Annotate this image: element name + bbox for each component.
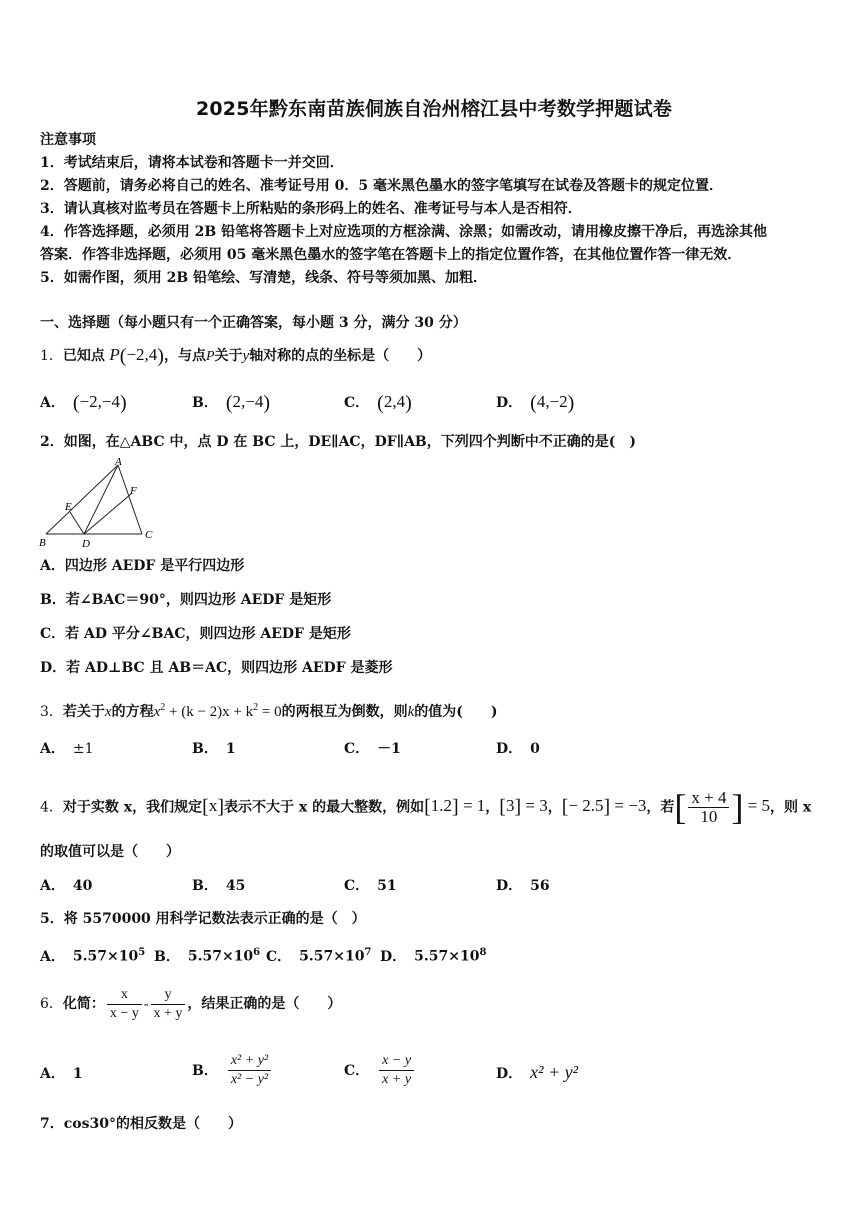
question-5: 5．将 5570000 用科学记数法表示正确的是（ ） [40, 911, 366, 927]
option-b: B．若∠BAC＝90°，则四边形 AEDF 是矩形 [40, 592, 332, 608]
math-var: P [109, 345, 120, 364]
option-d: D．若 AD⊥BC 且 AB＝AC，则四边形 AEDF 是菱形 [40, 660, 393, 676]
notice-heading: 注意事项 [40, 132, 96, 148]
option-a: A． ±1 [40, 741, 94, 757]
option-b: B． 1 [192, 741, 236, 757]
option-b: B． 45 [192, 878, 246, 894]
math-var: y [242, 348, 250, 364]
label-d: D [82, 538, 90, 550]
option-d: D． $5.57\times 10^8$ [380, 947, 487, 965]
question-6: 6．化简： $\frac{x}{x - y}$ - $\frac{y}{x + y}$ ，结果正确的是（ ） [40, 987, 342, 1022]
math-var: P [205, 349, 215, 364]
page-title: 2025年黔东南苗族侗族自治州榕江县中考数学押题试卷 [195, 98, 673, 120]
label-f: F [130, 485, 137, 497]
question-text: 已知点 [62, 348, 105, 364]
question-text: 关于 [214, 348, 243, 364]
option-d: D． x² + y² [496, 1062, 579, 1082]
notice-item: 4．作答选择题，必须用 2B 铅笔将答题卡上对应选项的方框涂满、涂黑；如需改动，请用橡皮擦干净后，再选涂其他 [40, 224, 768, 240]
question-4-cont: 的取值可以是（ ） [40, 844, 180, 860]
option-d: D． 56 [496, 878, 550, 894]
question-2: 2．如图，在△ABC 中，点 D 在 BC 上，DE∥AC，DF∥AB，下列四个判断中不正确的是( ) [40, 434, 637, 450]
question-text: ，与点 [163, 348, 206, 364]
option-c: C． $5.57\times 10^7$ [266, 947, 372, 965]
notice-item: 5．如需作图，须用 2B 铅笔绘、写清楚，线条、符号等须加黑、加粗． [40, 270, 488, 286]
label-a: A [115, 456, 122, 468]
option-c: C． －1 [344, 741, 401, 757]
label-c: C [145, 529, 153, 541]
notice-item: 答案．作答非选择题，必须用 05 毫米黑色墨水的签字笔在答题卡上的指定位置作答，在其他位置作答一律无效． [40, 247, 742, 263]
label-b: B [39, 537, 46, 549]
question-7: 7．cos30°的相反数是（ ） [40, 1116, 242, 1132]
notice-item: 3．请认真核对监考员在答题卡上所粘贴的条形码上的姓名、准考证号与本人是否相符． [40, 201, 582, 217]
option-c: C． 51 [344, 878, 397, 894]
option-a: A． (−2,−4) [40, 392, 127, 415]
math-coords: −2,4 [126, 345, 158, 364]
notice-item: 1．考试结束后，请将本试卷和答题卡一并交回． [40, 155, 344, 171]
section-heading: 一、选择题（每小题只有一个正确答案，每小题 3 分，满分 30 分） [40, 315, 467, 331]
question-3: 3．若关于x的方程$x^2 + (k - 2)x + k^2 = 0$的两根互为倒数，则k的值为( ) [40, 702, 498, 720]
question-1: 1．已知点 P(−2,4)，与点P关于y轴对称的点的坐标是（ ） [40, 345, 432, 368]
question-text: 轴对称的点的坐标是（ ） [249, 348, 432, 364]
option-a: A． 40 [40, 878, 93, 894]
option-a: A． 1 [40, 1066, 83, 1082]
option-c: C． $\frac{x - y}{x + y}$ [344, 1052, 416, 1089]
label-e: E [65, 501, 72, 513]
option-b: B． $\frac{\text{x² + y²}}{\text{x² − y²}}$ [192, 1052, 273, 1089]
option-a: A．四边形 AEDF 是平行四边形 [40, 558, 245, 574]
option-d: D． 0 [496, 741, 540, 757]
option-b: B． $5.57\times 10^6$ [154, 947, 261, 965]
question-number: 1． [40, 348, 63, 364]
question-4: 4．对于实数 x，我们规定[x]表示不大于 x 的最大整数，例如[1.2] = 1，[3] = 3，[− 2.5] = −3，若[ $\frac{x + 4}{10}$ ] = 5，则 x [40, 787, 812, 828]
notice-item: 2．答题前，请务必将自己的姓名、准考证号用 0．5 毫米黑色墨水的签字笔填写在试卷及答题卡的规定位置． [40, 178, 723, 194]
option-a: A． $5.57\times 10^5$ [40, 947, 146, 965]
triangle-figure [38, 456, 160, 550]
option-b: B． (2,−4) [192, 392, 271, 415]
option-c: C．若 AD 平分∠BAC，则四边形 AEDF 是矩形 [40, 626, 351, 642]
option-c: C． (2,4) [344, 392, 412, 415]
option-d: D． (4,−2) [496, 392, 575, 415]
